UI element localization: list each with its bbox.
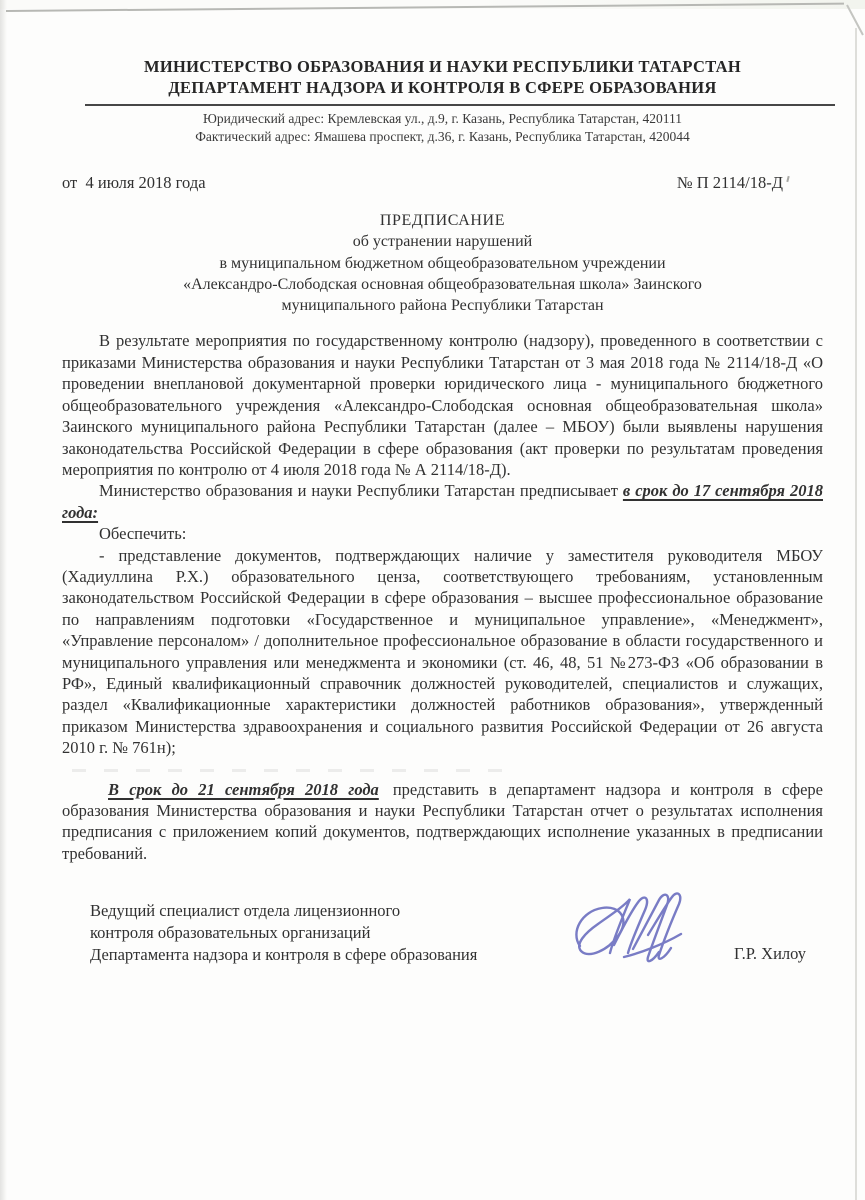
signer-position-line-2: контроля образовательных организаций: [90, 923, 371, 943]
letterhead-divider: [85, 104, 835, 106]
prescription-lead: Министерство образования и науки Республики Татарстан предписывает: [99, 481, 623, 501]
ministry-name: МИНИСТЕРСТВО ОБРАЗОВАНИЯ И НАУКИ РЕСПУБЛИКИ ТАТАРСТАН: [143, 57, 742, 76]
paragraph-requirement: - представление документов, подтверждающих наличие у заместителя руководителя МБОУ (Хадиуллина Р.Х.) образовательного ценза, соответствующего требованиям, установленным законодательством Российской Федерации в сфере образования – высшее профессиональное образование по направлениям подготовки «Государственное и муниципальное управление», «Менеджмент», «Управление персоналом» / дополнительное профессиональное образование в области государственного и муниципального управления или менеджмента и экономики (ст. 46, 48, 51 №273-ФЗ «Об образовании в РФ», Единый квалификационный справочник должностей руководителей, специалистов и служащих, раздел «Квалификационные характеристики должностей работников образования», утвержденный приказом Министерства здравоохранения и социального развития Российской Федерации от 26 августа 2010 г. № 761н);: [62, 545, 823, 758]
signature-ink: [567, 886, 695, 980]
deadline-17-september: в срок до 17 сентября 2018 года:: [62, 481, 823, 522]
document-subtitle-4: муниципального района Республики Татарстан: [281, 297, 604, 315]
report-requirement-text: представить в департамент надзора и контроля в сфере образования Министерства образования и науки Республики Татарстан отчет о результатах исполнения предписания с приложением копий документов, подтверждающих исполнение указанных в предписании требований.: [62, 779, 823, 863]
reference-row: [62, 172, 823, 193]
body-text: [62, 330, 823, 864]
department-name: ДЕПАРТАМЕНТ НАДЗОРА И КОНТРОЛЯ В СФЕРЕ ОБРАЗОВАНИЯ: [168, 78, 717, 97]
signer-position: [90, 900, 590, 965]
document-subtitle-2: в муниципальном бюджетном общеобразовательном учреждении: [219, 254, 666, 272]
document-subtitle-1: об устранении нарушений: [352, 233, 533, 251]
title-block: [62, 210, 823, 316]
document-number: № П 2114/18-Д: [676, 173, 783, 192]
deadline-21-september: В срок до 21 сентября 2018 года: [108, 779, 379, 799]
signature-section: [62, 900, 823, 1040]
paragraph-inspection-result: В результате мероприятия по государственному контролю (надзору), проведенного в соответствии с приказами Министерства образования и науки Республики Татарстан от 3 мая 2018 года № 2114/18-Д «О проведении внеплановой документарной проверки юридического лица - муниципального бюджетного общеобразовательного учреждения «Александро-Слободская основная общеобразовательная школа» Заинского муниципального района Республики Татарстан (далее – МБОУ) были выявлены нарушения законодательства Российской Федерации в сфере образования (акт проверки по результатам проведения мероприятия по контролю от 4 июля 2018 года № А 2114/18-Д).: [62, 331, 823, 479]
legal-address: Юридический адрес: Кремлевская ул., д.9, г. Казань, Республика Татарстан, 420111: [202, 111, 683, 126]
signer-name: Г.Р. Хилоу: [734, 944, 807, 964]
signer-position-line-3: Департамента надзора и контроля в сфере образования: [90, 944, 478, 964]
document-title: ПРЕДПИСАНИЕ: [379, 212, 506, 229]
document-date: от 4 июля 2018 года: [62, 173, 206, 192]
signer-position-line-1: Ведущий специалист отдела лицензионного: [90, 901, 401, 921]
letterhead: [62, 56, 823, 146]
paragraph-ensure: Обеспечить:: [99, 524, 187, 544]
paragraph-prescription: [62, 480, 823, 523]
document-subtitle-3: «Александро-Слободская основная общеобразовательная школа» Заинского: [183, 275, 702, 293]
actual-address: Фактический адрес: Ямашева проспект, д.36, г. Казань, Республика Татарстан, 420044: [195, 129, 690, 144]
paragraph-report: [62, 779, 823, 865]
